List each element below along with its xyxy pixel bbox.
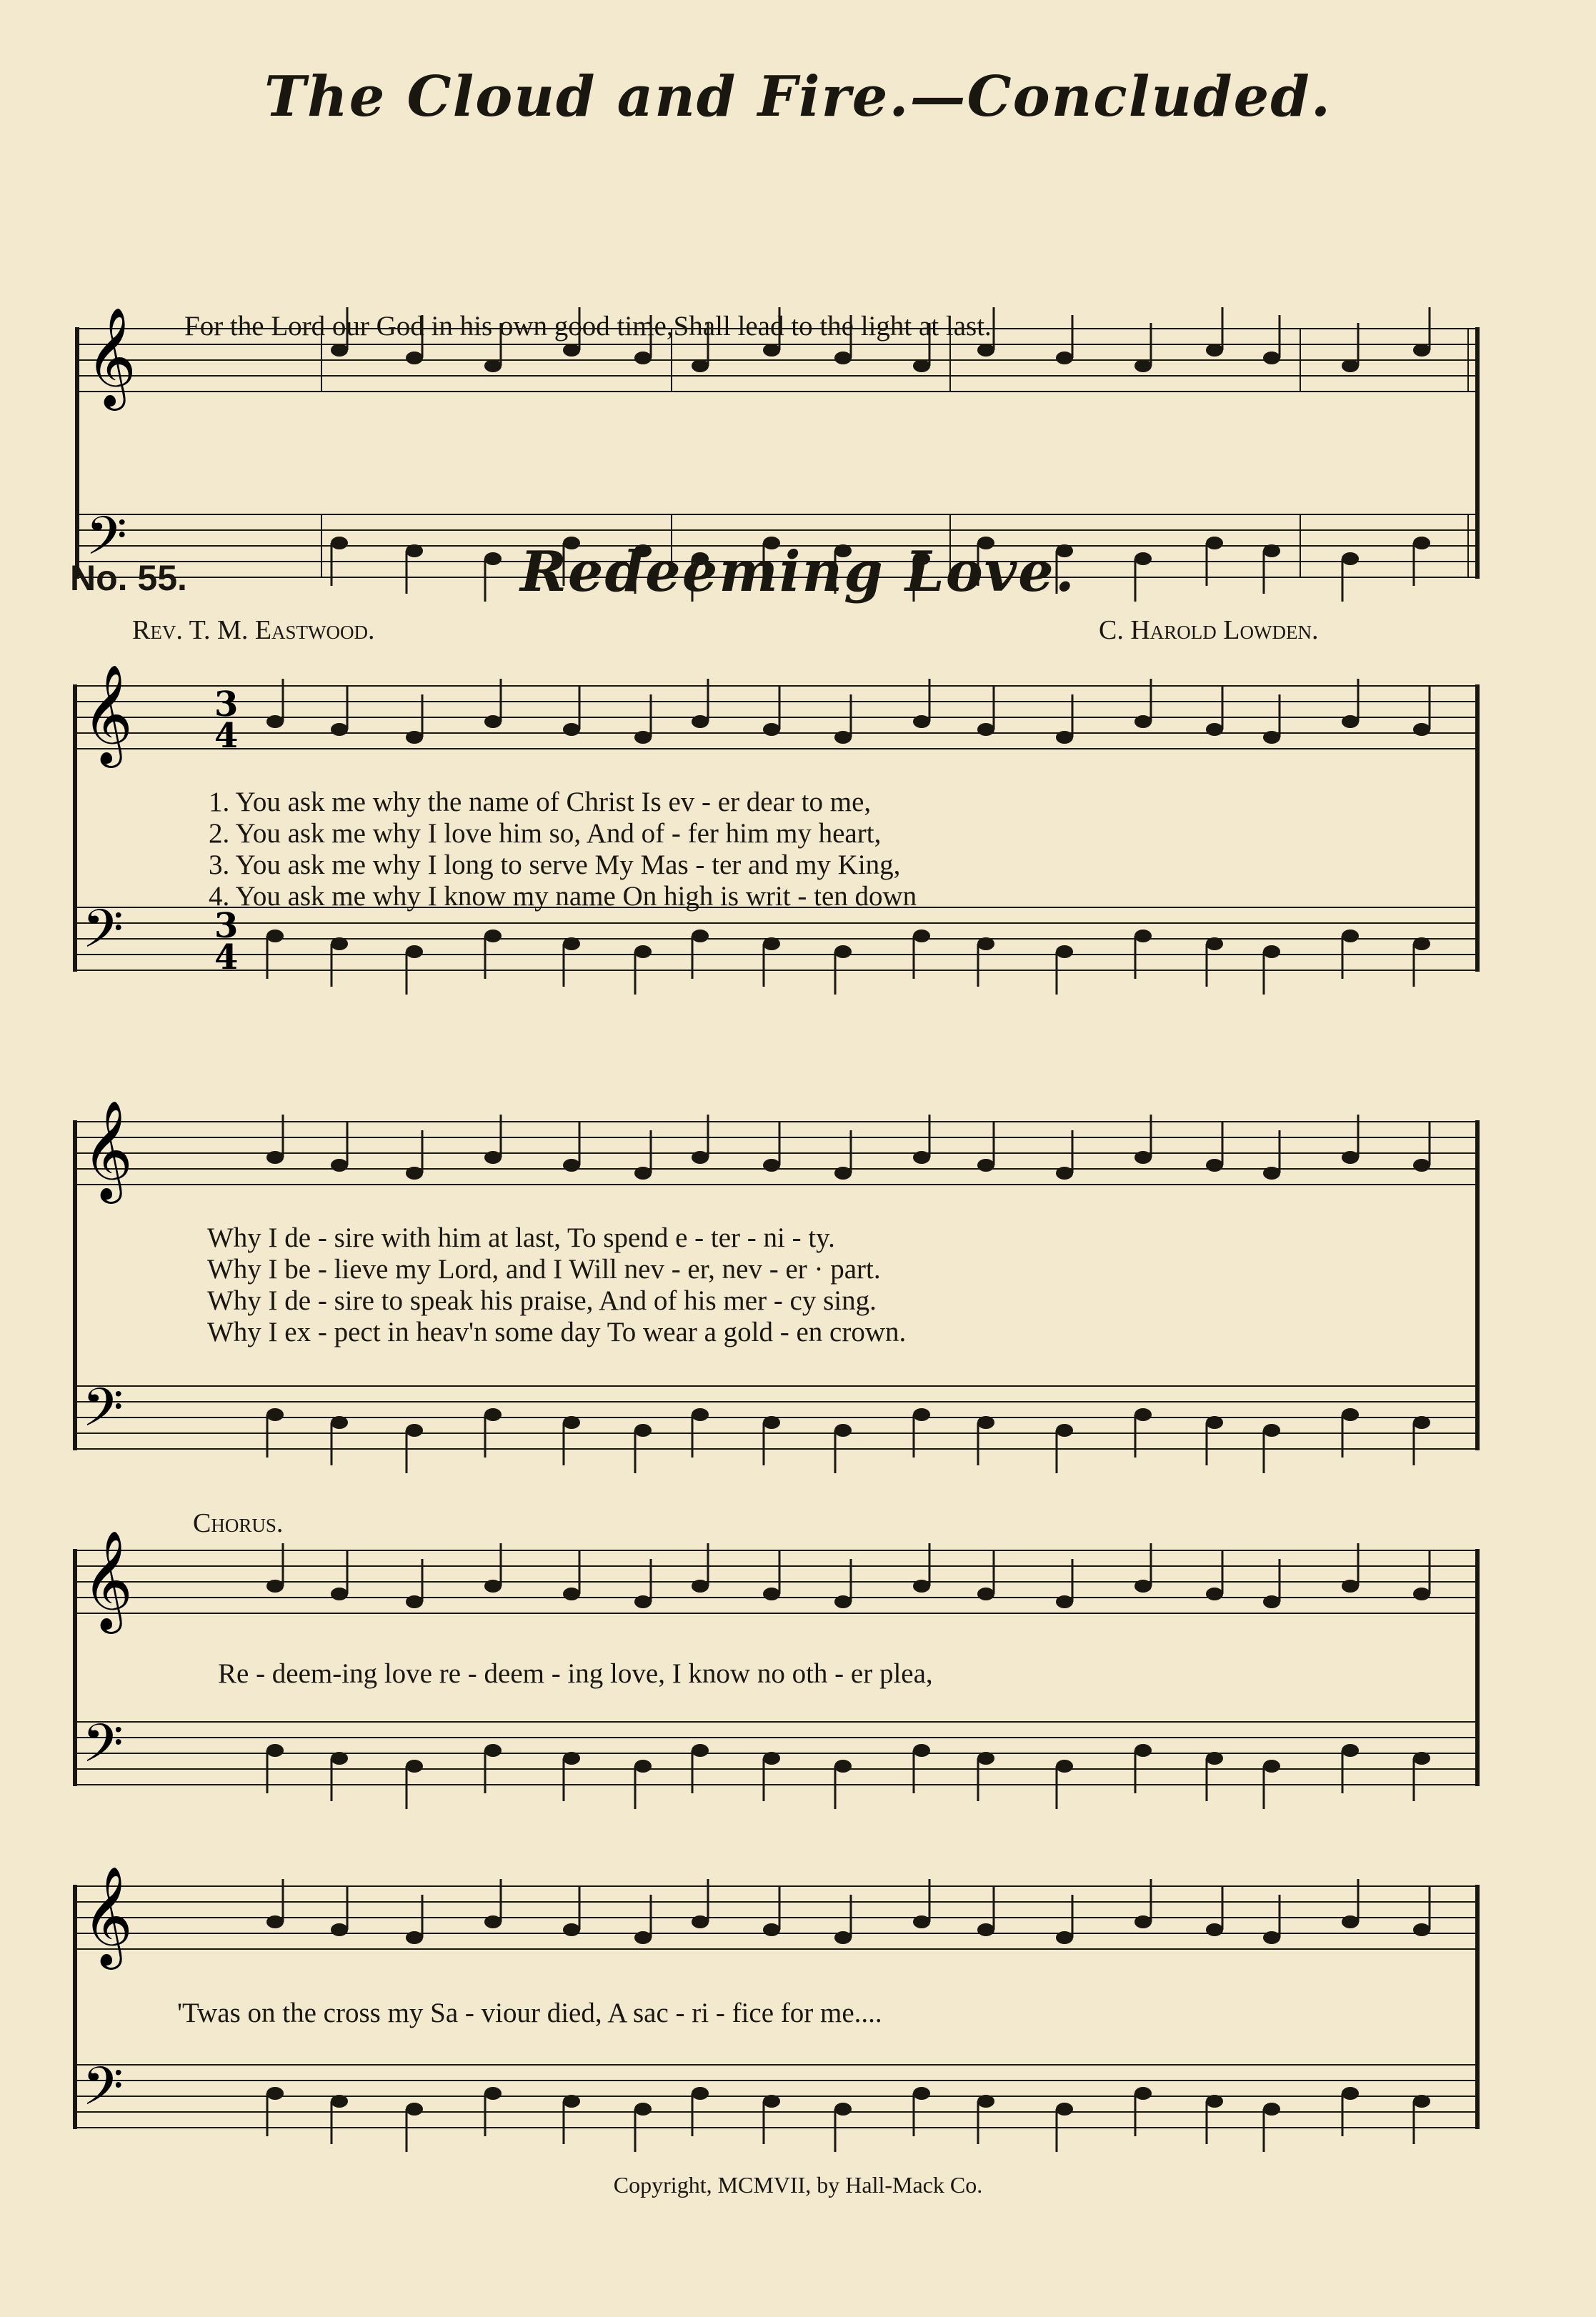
notehead bbox=[1263, 1167, 1280, 1180]
notehead bbox=[1413, 2095, 1430, 2108]
notehead bbox=[484, 1151, 502, 1164]
notehead bbox=[563, 1416, 580, 1429]
notehead bbox=[1134, 1915, 1152, 1928]
notehead bbox=[834, 2103, 852, 2116]
notehead bbox=[406, 1760, 423, 1773]
notehead bbox=[634, 352, 652, 364]
notehead bbox=[1413, 1923, 1430, 1936]
svg-text:4: 4 bbox=[214, 716, 239, 756]
notehead bbox=[1413, 1416, 1430, 1429]
notehead bbox=[692, 1580, 709, 1593]
notehead bbox=[406, 1167, 423, 1180]
notehead bbox=[1206, 937, 1223, 950]
notehead bbox=[266, 1580, 284, 1593]
svg-text:3: 3 bbox=[214, 906, 239, 946]
notehead bbox=[1342, 1580, 1359, 1593]
svg-text:𝄢: 𝄢 bbox=[82, 1713, 124, 1788]
notehead bbox=[1134, 930, 1152, 942]
notehead bbox=[1342, 2087, 1359, 2100]
notehead bbox=[913, 715, 930, 728]
notehead bbox=[266, 2087, 284, 2100]
verse-4-line-2: Why I ex - pect in heav'n some day To wear a gold - en crown. bbox=[207, 1317, 907, 1347]
notehead bbox=[1263, 1424, 1280, 1437]
notehead bbox=[1056, 945, 1073, 958]
notehead bbox=[1206, 1159, 1223, 1172]
notehead bbox=[692, 930, 709, 942]
notehead bbox=[1134, 1744, 1152, 1757]
notehead bbox=[1413, 344, 1430, 357]
notehead bbox=[763, 344, 780, 357]
notehead bbox=[1134, 1580, 1152, 1593]
notehead bbox=[1263, 1760, 1280, 1773]
notehead bbox=[913, 2087, 930, 2100]
notehead bbox=[331, 1752, 348, 1765]
notehead bbox=[1056, 1167, 1073, 1180]
notehead bbox=[913, 1580, 930, 1593]
verse-1-line-1: 1. You ask me why the name of Christ Is ev - er dear to me, bbox=[209, 787, 872, 817]
notehead bbox=[406, 2103, 423, 2116]
chorus-line-2: 'Twas on the cross my Sa - viour died, A sac - ri - fice for me.... bbox=[177, 1998, 882, 2028]
prev-hymn-lyric: For the Lord our God in his own good time,Shall lead to the light at last. bbox=[184, 311, 992, 342]
notehead bbox=[1263, 2103, 1280, 2116]
notehead bbox=[406, 945, 423, 958]
copyright: Copyright, MCMVII, by Hall-Mack Co. bbox=[613, 2172, 983, 2198]
notehead bbox=[484, 930, 502, 942]
notehead bbox=[331, 1588, 348, 1600]
notehead bbox=[1342, 359, 1359, 372]
notehead bbox=[266, 930, 284, 942]
notehead bbox=[484, 1580, 502, 1593]
notehead bbox=[692, 1408, 709, 1421]
notehead bbox=[763, 1159, 780, 1172]
notehead bbox=[977, 1752, 994, 1765]
notehead bbox=[484, 715, 502, 728]
notehead bbox=[1263, 352, 1280, 364]
notehead bbox=[1413, 1159, 1430, 1172]
notehead bbox=[1342, 930, 1359, 942]
notehead bbox=[563, 937, 580, 950]
notehead bbox=[331, 2095, 348, 2108]
notehead bbox=[331, 937, 348, 950]
notehead bbox=[406, 1595, 423, 1608]
notehead bbox=[634, 731, 652, 744]
notehead bbox=[634, 2103, 652, 2116]
notehead bbox=[563, 344, 580, 357]
notehead bbox=[1134, 2087, 1152, 2100]
notehead bbox=[1413, 1588, 1430, 1600]
notehead bbox=[1342, 1151, 1359, 1164]
notehead bbox=[266, 1915, 284, 1928]
notehead bbox=[563, 1923, 580, 1936]
notehead bbox=[331, 723, 348, 736]
notehead bbox=[331, 344, 348, 357]
notehead bbox=[913, 930, 930, 942]
notehead bbox=[763, 2095, 780, 2108]
notehead bbox=[1413, 1752, 1430, 1765]
notehead bbox=[406, 1931, 423, 1944]
notehead bbox=[692, 359, 709, 372]
notehead bbox=[763, 1588, 780, 1600]
notehead bbox=[834, 1424, 852, 1437]
verse-1-line-2: Why I de - sire with him at last, To spend e - ter - ni - ty. bbox=[207, 1222, 835, 1253]
notehead bbox=[634, 1595, 652, 1608]
notehead bbox=[484, 2087, 502, 2100]
verse-3-line-1: 3. You ask me why I long to serve My Mas - ter and my King, bbox=[209, 849, 901, 880]
svg-text:𝄢: 𝄢 bbox=[82, 1377, 124, 1452]
notehead bbox=[1134, 1151, 1152, 1164]
notehead bbox=[913, 1915, 930, 1928]
svg-text:𝄞: 𝄞 bbox=[82, 1530, 133, 1630]
notehead bbox=[1342, 1408, 1359, 1421]
notehead bbox=[634, 1931, 652, 1944]
notehead bbox=[1342, 1915, 1359, 1928]
notehead bbox=[266, 1744, 284, 1757]
notehead bbox=[913, 359, 930, 372]
notehead bbox=[563, 1752, 580, 1765]
notehead bbox=[692, 1915, 709, 1928]
notehead bbox=[1056, 352, 1073, 364]
notehead bbox=[1056, 1760, 1073, 1773]
notehead bbox=[834, 1595, 852, 1608]
notehead bbox=[977, 1588, 994, 1600]
svg-text:𝄢: 𝄢 bbox=[86, 505, 127, 580]
svg-text:𝄢: 𝄢 bbox=[82, 2056, 124, 2131]
notehead bbox=[1206, 1752, 1223, 1765]
notehead bbox=[1056, 1595, 1073, 1608]
notehead bbox=[406, 1424, 423, 1437]
notehead bbox=[1206, 1923, 1223, 1936]
notehead bbox=[1206, 344, 1223, 357]
notehead bbox=[266, 1151, 284, 1164]
notehead bbox=[1206, 1588, 1223, 1600]
notehead bbox=[634, 945, 652, 958]
notehead bbox=[1056, 731, 1073, 744]
notehead bbox=[484, 1408, 502, 1421]
author: Rev. T. M. Eastwood. bbox=[132, 615, 375, 645]
verse-3-line-2: Why I de - sire to speak his praise, And of his mer - cy sing. bbox=[207, 1285, 877, 1316]
notehead bbox=[763, 1416, 780, 1429]
notehead bbox=[1056, 2103, 1073, 2116]
music-system-3 bbox=[0, 1530, 1596, 1843]
verse-4-line-1: 4. You ask me why I know my name On high is writ - ten down bbox=[209, 881, 917, 912]
notehead bbox=[1263, 1931, 1280, 1944]
svg-text:𝄢: 𝄢 bbox=[82, 898, 124, 973]
notehead bbox=[977, 937, 994, 950]
notehead bbox=[634, 1760, 652, 1773]
notehead bbox=[977, 723, 994, 736]
notehead bbox=[1342, 715, 1359, 728]
notehead bbox=[1056, 1931, 1073, 1944]
svg-text:4: 4 bbox=[214, 937, 239, 977]
hymn-title: Redeeming Love. bbox=[520, 539, 1076, 604]
notehead bbox=[266, 715, 284, 728]
svg-text:𝄞: 𝄞 bbox=[82, 1100, 133, 1200]
notehead bbox=[977, 1159, 994, 1172]
notehead bbox=[331, 1923, 348, 1936]
notehead bbox=[484, 1915, 502, 1928]
notehead bbox=[634, 1424, 652, 1437]
notehead bbox=[1413, 937, 1430, 950]
hymn-number: No. 55. bbox=[70, 558, 187, 598]
svg-text:𝄞: 𝄞 bbox=[86, 307, 136, 407]
notehead bbox=[1342, 1744, 1359, 1757]
notehead bbox=[331, 1416, 348, 1429]
notehead bbox=[1056, 1424, 1073, 1437]
notehead bbox=[834, 731, 852, 744]
notehead bbox=[1413, 723, 1430, 736]
notehead bbox=[1263, 945, 1280, 958]
notehead bbox=[484, 1744, 502, 1757]
notehead bbox=[563, 1159, 580, 1172]
chorus-label: Chorus. bbox=[193, 1508, 284, 1538]
notehead bbox=[692, 1744, 709, 1757]
verse-2-line-1: 2. You ask me why I love him so, And of - fer him my heart, bbox=[209, 818, 882, 849]
svg-text:3: 3 bbox=[214, 684, 239, 724]
notehead bbox=[634, 1167, 652, 1180]
prev-hymn-title: The Cloud and Fire.—Concluded. bbox=[264, 64, 1332, 129]
notehead bbox=[406, 731, 423, 744]
notehead bbox=[1134, 715, 1152, 728]
notehead bbox=[1206, 2095, 1223, 2108]
notehead bbox=[331, 1159, 348, 1172]
notehead bbox=[406, 352, 423, 364]
notehead bbox=[913, 1744, 930, 1757]
verse-2-line-2: Why I be - lieve my Lord, and I Will nev - er, nev - er · part. bbox=[207, 1254, 881, 1285]
composer: C. Harold Lowden. bbox=[1099, 615, 1319, 645]
notehead bbox=[913, 1151, 930, 1164]
notehead bbox=[563, 2095, 580, 2108]
notehead bbox=[692, 2087, 709, 2100]
notehead bbox=[834, 352, 852, 364]
notehead bbox=[563, 723, 580, 736]
notehead bbox=[834, 945, 852, 958]
svg-text:𝄞: 𝄞 bbox=[82, 1866, 133, 1965]
notehead bbox=[763, 937, 780, 950]
notehead bbox=[563, 1588, 580, 1600]
notehead bbox=[266, 1408, 284, 1421]
notehead bbox=[1263, 1595, 1280, 1608]
notehead bbox=[692, 1151, 709, 1164]
chorus-line-1: Re - deem-ing love re - deem - ing love, I know no oth - er plea, bbox=[218, 1658, 933, 1689]
notehead bbox=[1134, 359, 1152, 372]
notehead bbox=[834, 1760, 852, 1773]
notehead bbox=[1263, 731, 1280, 744]
notehead bbox=[977, 2095, 994, 2108]
notehead bbox=[913, 1408, 930, 1421]
notehead bbox=[977, 1416, 994, 1429]
notehead bbox=[834, 1167, 852, 1180]
notehead bbox=[834, 1931, 852, 1944]
notehead bbox=[763, 723, 780, 736]
notehead bbox=[763, 1752, 780, 1765]
svg-text:𝄞: 𝄞 bbox=[82, 664, 133, 764]
notehead bbox=[1134, 1408, 1152, 1421]
notehead bbox=[692, 715, 709, 728]
notehead bbox=[484, 359, 502, 372]
notehead bbox=[763, 1923, 780, 1936]
notehead bbox=[1206, 723, 1223, 736]
notehead bbox=[1206, 1416, 1223, 1429]
notehead bbox=[977, 1923, 994, 1936]
notehead bbox=[977, 344, 994, 357]
